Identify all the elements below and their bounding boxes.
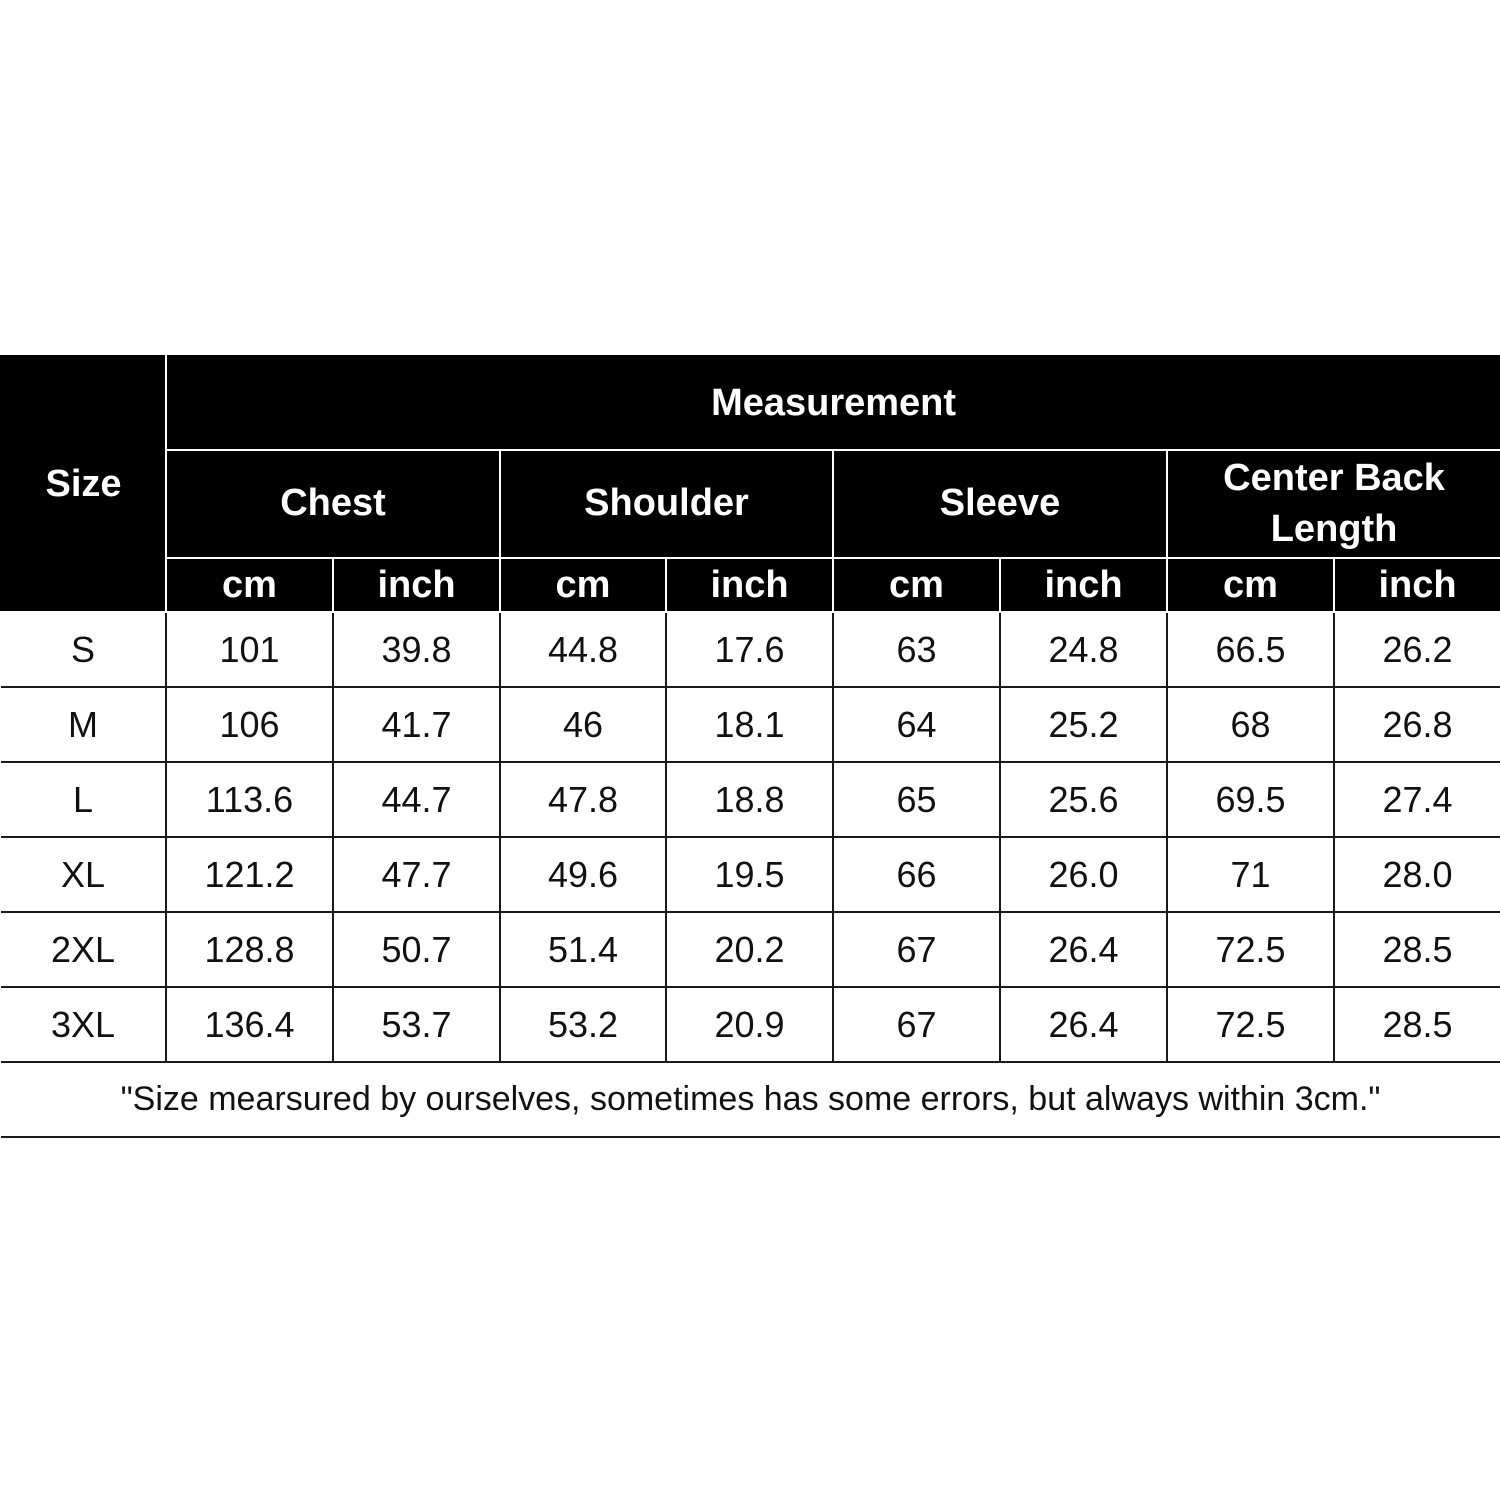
- group-header-chest: Chest: [166, 450, 500, 558]
- table-row: [1, 837, 1500, 912]
- table-cell: 64: [833, 687, 1000, 762]
- table-cell: 71: [1167, 837, 1334, 912]
- table-cell: 39.8: [333, 612, 500, 687]
- size-cell: 2XL: [1, 912, 166, 987]
- measurement-header: Measurement: [166, 356, 1500, 450]
- table-cell: 68: [1167, 687, 1334, 762]
- table-body: [1, 612, 1500, 1062]
- table-row: [1, 687, 1500, 762]
- group-header-center-back-length: Center Back Length: [1167, 450, 1500, 558]
- unit-header: inch: [1000, 558, 1167, 612]
- table-row: [1, 762, 1500, 837]
- table-cell: 18.1: [666, 687, 833, 762]
- unit-header: cm: [1167, 558, 1334, 612]
- table-cell: 28.0: [1334, 837, 1500, 912]
- table-cell: 106: [166, 687, 333, 762]
- size-cell: L: [1, 762, 166, 837]
- table-cell: 53.2: [500, 987, 666, 1062]
- table-cell: 50.7: [333, 912, 500, 987]
- table-cell: 26.4: [1000, 912, 1167, 987]
- table-cell: 46: [500, 687, 666, 762]
- table-cell: 44.8: [500, 612, 666, 687]
- unit-header: cm: [833, 558, 1000, 612]
- table-cell: 67: [833, 912, 1000, 987]
- table-cell: 44.7: [333, 762, 500, 837]
- size-cell: 3XL: [1, 987, 166, 1062]
- table-cell: 65: [833, 762, 1000, 837]
- table-cell: 51.4: [500, 912, 666, 987]
- size-cell: S: [1, 612, 166, 687]
- table-cell: 66: [833, 837, 1000, 912]
- table-cell: 136.4: [166, 987, 333, 1062]
- table-cell: 24.8: [1000, 612, 1167, 687]
- table-cell: 69.5: [1167, 762, 1334, 837]
- table-cell: 113.6: [166, 762, 333, 837]
- table-header: [1, 356, 1500, 612]
- table-cell: 53.7: [333, 987, 500, 1062]
- table-cell: 72.5: [1167, 912, 1334, 987]
- measurement-note: "Size mearsured by ourselves, sometimes has some errors, but always within 3cm.": [1, 1062, 1500, 1137]
- table-cell: 121.2: [166, 837, 333, 912]
- table-cell: 27.4: [1334, 762, 1500, 837]
- unit-header: cm: [166, 558, 333, 612]
- table-cell: 19.5: [666, 837, 833, 912]
- table-row: [1, 987, 1500, 1062]
- table-cell: 66.5: [1167, 612, 1334, 687]
- table-cell: 63: [833, 612, 1000, 687]
- table-footer: [1, 1062, 1500, 1137]
- table-cell: 26.2: [1334, 612, 1500, 687]
- table-cell: 47.8: [500, 762, 666, 837]
- group-header-shoulder: Shoulder: [500, 450, 833, 558]
- size-cell: M: [1, 687, 166, 762]
- table-cell: 49.6: [500, 837, 666, 912]
- unit-header: inch: [1334, 558, 1500, 612]
- table-row: [1, 912, 1500, 987]
- table-cell: 47.7: [333, 837, 500, 912]
- table-cell: 101: [166, 612, 333, 687]
- table-cell: 128.8: [166, 912, 333, 987]
- size-cell: XL: [1, 837, 166, 912]
- table-cell: 72.5: [1167, 987, 1334, 1062]
- table-cell: 25.6: [1000, 762, 1167, 837]
- table-cell: 28.5: [1334, 912, 1500, 987]
- unit-header: inch: [333, 558, 500, 612]
- group-header-sleeve: Sleeve: [833, 450, 1167, 558]
- unit-header: cm: [500, 558, 666, 612]
- table-cell: 25.2: [1000, 687, 1167, 762]
- table-cell: 17.6: [666, 612, 833, 687]
- table-cell: 20.9: [666, 987, 833, 1062]
- table-cell: 41.7: [333, 687, 500, 762]
- table-cell: 20.2: [666, 912, 833, 987]
- table-cell: 26.0: [1000, 837, 1167, 912]
- size-chart-table: [0, 355, 1500, 1138]
- table-cell: 28.5: [1334, 987, 1500, 1062]
- table-cell: 26.4: [1000, 987, 1167, 1062]
- note-row: [1, 1062, 1500, 1137]
- unit-header: inch: [666, 558, 833, 612]
- table-cell: 67: [833, 987, 1000, 1062]
- size-header: Size: [1, 356, 166, 612]
- table-row: [1, 612, 1500, 687]
- table-cell: 26.8: [1334, 687, 1500, 762]
- table-cell: 18.8: [666, 762, 833, 837]
